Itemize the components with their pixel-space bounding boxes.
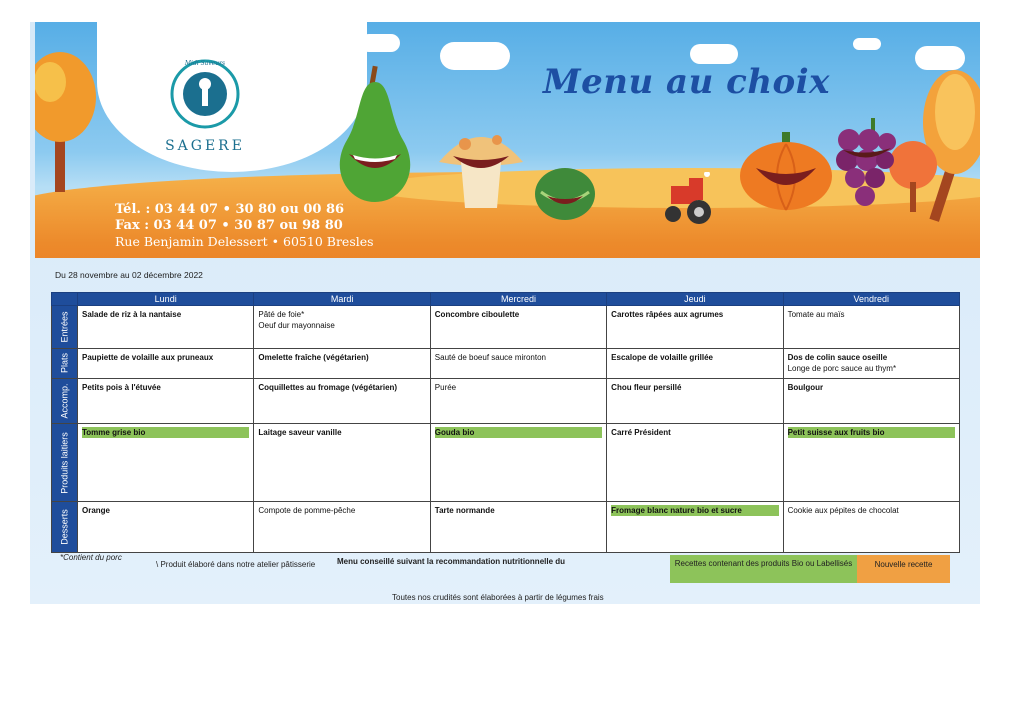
dish: Tarte normande xyxy=(434,506,495,516)
menu-row xyxy=(52,502,960,553)
dish: Escalope de volaille grillée xyxy=(611,352,713,362)
menu-cell xyxy=(607,424,783,502)
day-header-row xyxy=(52,293,960,306)
contact-block xyxy=(115,202,374,250)
menu-row xyxy=(52,348,960,378)
dish: Coquillettes au fromage (végétarien) xyxy=(258,382,398,392)
dish: Oeuf dur mayonnaise xyxy=(258,321,335,330)
category-label xyxy=(52,502,78,553)
dish: Sauté de boeuf sauce mironton xyxy=(434,352,546,362)
grapes-character-icon xyxy=(831,118,897,218)
menu-period: Du 28 novembre au 02 décembre 2022 xyxy=(55,270,203,280)
category-label xyxy=(52,306,78,349)
bio-dish: Petit suisse aux fruits bio xyxy=(788,427,955,438)
cloud-icon xyxy=(440,42,510,70)
category-name: Accomp. xyxy=(59,383,69,419)
logo-brand: SAGERE xyxy=(165,138,245,154)
dish: Omelette fraîche (végétarien) xyxy=(258,352,369,362)
cloud-icon xyxy=(853,38,881,50)
menu-cell xyxy=(78,348,254,378)
menu-cell xyxy=(430,378,606,424)
cabbage-character-icon xyxy=(533,162,597,222)
pumpkin-character-icon xyxy=(738,132,834,212)
menu-cell xyxy=(78,502,254,553)
category-name: Plats xyxy=(59,353,69,374)
category-name: Produits laitiers xyxy=(59,432,69,494)
menu-cell xyxy=(254,348,430,378)
menu-cell xyxy=(430,348,606,378)
menu-cell xyxy=(607,502,783,553)
logo-tagline: Midi Saveurs xyxy=(184,60,226,67)
address-text: Rue Benjamin Delessert • 60510 Bresles xyxy=(115,234,374,249)
menu-cell xyxy=(430,306,606,349)
menu-cell xyxy=(607,378,783,424)
dish: Orange xyxy=(82,506,111,516)
category-name: Entrées xyxy=(59,311,69,343)
day-header: Lundi xyxy=(78,293,254,306)
menu-row xyxy=(52,378,960,424)
menu-cell xyxy=(607,348,783,378)
menu-cell xyxy=(254,502,430,553)
dish: Longe de porc sauce au thym* xyxy=(787,363,897,373)
dish: Purée xyxy=(434,382,457,392)
menu-cell xyxy=(783,348,959,378)
autumn-tree-icon xyxy=(885,57,980,227)
dish: Carré Président xyxy=(611,428,671,438)
day-header: Jeudi xyxy=(607,293,783,306)
bio-dish: Tomme grise bio xyxy=(82,427,249,438)
dish: Carottes râpées aux agrumes xyxy=(611,310,724,319)
menu-cell xyxy=(430,502,606,553)
menu-row xyxy=(52,424,960,502)
dish: Boulgour xyxy=(787,382,824,392)
menu-cell xyxy=(430,424,606,502)
dish: Pâté de foie* xyxy=(258,310,305,319)
menu-cell xyxy=(783,424,959,502)
category-label xyxy=(52,348,78,378)
menu-cell xyxy=(78,378,254,424)
bio-dish: Gouda bio xyxy=(435,427,602,438)
category-label xyxy=(52,378,78,424)
menu-cell xyxy=(783,502,959,553)
menu-row xyxy=(52,306,960,349)
category-label xyxy=(52,424,78,502)
pastry-note: \ Produit élaboré dans notre atelier pâtisserie xyxy=(156,560,316,569)
mushroom-character-icon xyxy=(435,122,527,212)
category-name: Desserts xyxy=(59,509,69,545)
dish: Concombre ciboulette xyxy=(434,310,520,319)
table-corner xyxy=(52,293,78,306)
sagere-logo xyxy=(153,56,257,160)
legend-bio: Recettes contenant des produits Bio ou Labellisés xyxy=(670,555,857,583)
pork-note: *Contient du porc xyxy=(60,553,122,562)
fax-text: Fax : 03 44 07 • 30 87 ou 98 80 xyxy=(115,218,343,233)
day-header: Mardi xyxy=(254,293,430,306)
menu-cell xyxy=(78,306,254,349)
day-header: Vendredi xyxy=(783,293,959,306)
dish: Cookie aux pépites de chocolat xyxy=(787,506,899,516)
autumn-tree-icon xyxy=(35,42,105,192)
menu-cell xyxy=(254,424,430,502)
menu-cell xyxy=(783,306,959,349)
menu-cell xyxy=(78,424,254,502)
tractor-icon xyxy=(661,172,717,230)
menu-cell xyxy=(607,306,783,349)
dish: Compote de pomme-pêche xyxy=(258,506,356,516)
crudites-note: Toutes nos crudités sont élaborées à partir de légumes frais xyxy=(392,593,604,602)
bio-dish: Fromage blanc nature bio et sucre xyxy=(611,505,778,516)
dish: Salade de riz à la nantaise xyxy=(82,310,182,319)
page-title: Menu au choix xyxy=(543,62,830,102)
menu-cell xyxy=(783,378,959,424)
dish: Tomate au maïs xyxy=(787,310,845,319)
pear-character-icon xyxy=(331,62,421,202)
dish: Paupiette de volaille aux pruneaux xyxy=(82,352,214,362)
dish: Chou fleur persillé xyxy=(611,382,682,392)
menu-cell xyxy=(254,378,430,424)
day-header: Mercredi xyxy=(430,293,606,306)
menu-cell xyxy=(254,306,430,349)
dish: Laitage saveur vanille xyxy=(258,428,342,438)
dish: Dos de colin sauce oseille xyxy=(787,352,888,362)
header-banner xyxy=(35,22,980,258)
phone-text: Tél. : 03 44 07 • 30 80 ou 00 86 xyxy=(115,202,345,217)
dish: Petits pois à l'étuvée xyxy=(82,382,161,392)
cloud-icon xyxy=(690,44,738,64)
nutrition-note: Menu conseillé suivant la recommandation nutritionnelle du xyxy=(337,557,566,566)
legend-new-recipe: Nouvelle recette xyxy=(857,555,950,583)
menu-table xyxy=(51,292,960,553)
